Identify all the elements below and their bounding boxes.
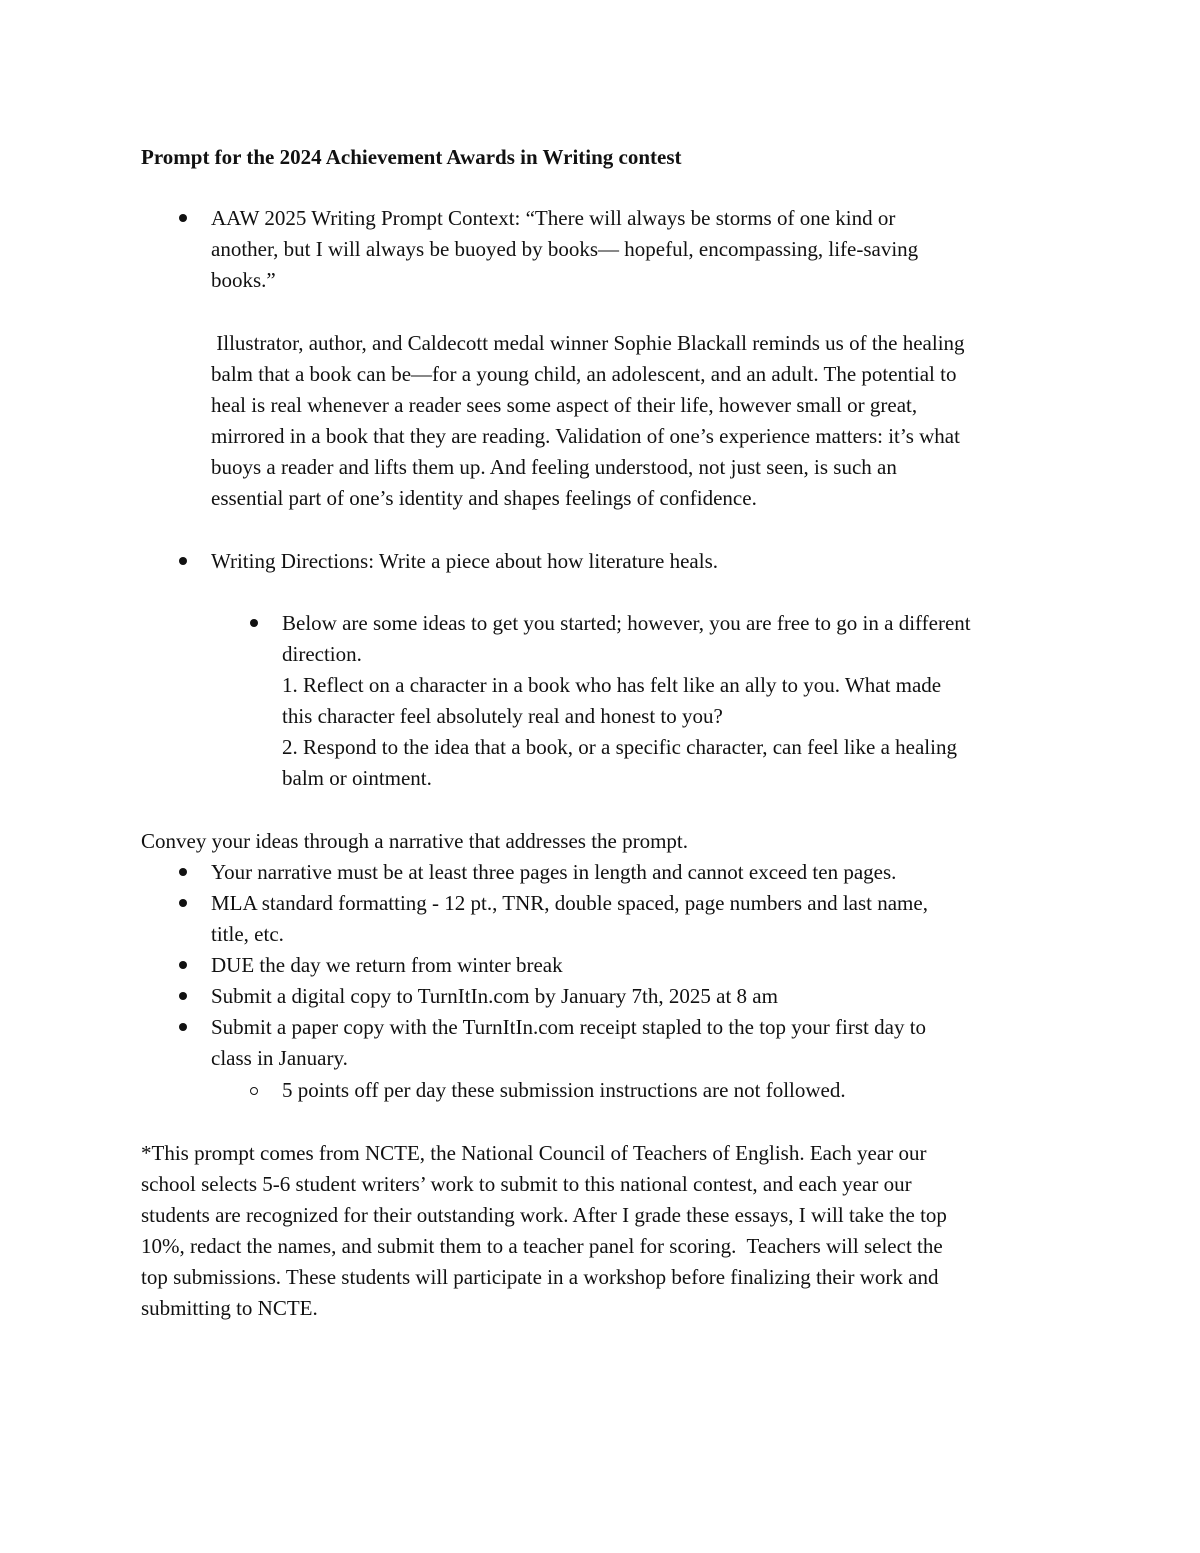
bullet-directions: [179, 557, 187, 565]
requirement-digital: Submit a digital copy to TurnItIn.com by January 7th, 2025 at 8 am: [211, 984, 778, 1008]
bullet-digital: [179, 992, 187, 1000]
requirement-paper-line-1: Submit a paper copy with the TurnItIn.com receipt stapled to the top your first day to: [211, 1015, 927, 1039]
requirement-length: Your narrative must be at least three pages in length and cannot exceed ten pages.: [211, 860, 897, 884]
bullet-due: [179, 961, 187, 969]
writing-directions: Writing Directions: Write a piece about how literature heals.: [211, 549, 718, 573]
bullet-ideas: [250, 619, 258, 627]
paragraph-line-4: mirrored in a book that they are reading. Validation of one’s experience matters: it’s what: [211, 424, 960, 448]
footnote-line-5: top submissions. These students will participate in a workshop before finalizing their work and: [141, 1265, 939, 1289]
paragraph-line-1: Illustrator, author, and Caldecott medal winner Sophie Blackall reminds us of the healing: [211, 331, 965, 355]
requirement-mla-line-2: title, etc.: [211, 922, 284, 946]
requirement-paper-line-2: class in January.: [211, 1046, 348, 1070]
bullet-penalty: [250, 1087, 258, 1095]
bullet-mla: [179, 899, 187, 907]
requirement-due: DUE the day we return from winter break: [211, 953, 563, 977]
document-title: Prompt for the 2024 Achievement Awards in Writing contest: [141, 145, 682, 169]
ideas-line-4: this character feel absolutely real and honest to you?: [282, 704, 723, 728]
bullet-context: [179, 214, 187, 222]
ideas-line-1: Below are some ideas to get you started; however, you are free to go in a different: [282, 611, 971, 635]
paragraph-line-3: heal is real whenever a reader sees some aspect of their life, however small or great,: [211, 393, 918, 417]
context-line-1: AAW 2025 Writing Prompt Context: “There will always be storms of one kind or: [211, 206, 896, 230]
paragraph-line-2: balm that a book can be—for a young child, an adolescent, and an adult. The potential to: [211, 362, 957, 386]
paragraph-line-6: essential part of one’s identity and shapes feelings of confidence.: [211, 486, 757, 510]
footnote-line-3: students are recognized for their outstanding work. After I grade these essays, I will take the top: [141, 1203, 947, 1227]
requirement-penalty: 5 points off per day these submission instructions are not followed.: [282, 1078, 846, 1102]
context-line-3: books.”: [211, 268, 276, 292]
ideas-line-6: balm or ointment.: [282, 766, 432, 790]
footnote-line-6: submitting to NCTE.: [141, 1296, 318, 1320]
convey-instructions: Convey your ideas through a narrative that addresses the prompt.: [141, 829, 689, 853]
bullet-paper: [179, 1023, 187, 1031]
paragraph-line-5: buoys a reader and lifts them up. And feeling understood, not just seen, is such an: [211, 455, 897, 479]
footnote-line-4: 10%, redact the names, and submit them to a teacher panel for scoring. Teachers will select the: [141, 1234, 943, 1258]
ideas-line-5: 2. Respond to the idea that a book, or a specific character, can feel like a healing: [282, 735, 957, 759]
ideas-line-3: 1. Reflect on a character in a book who has felt like an ally to you. What made: [282, 673, 942, 697]
ideas-line-2: direction.: [282, 642, 362, 666]
requirement-mla-line-1: MLA standard formatting - 12 pt., TNR, double spaced, page numbers and last name,: [211, 891, 928, 915]
footnote-line-2: school selects 5-6 student writers’ work to submit to this national contest, and each year our: [141, 1172, 912, 1196]
footnote-line-1: *This prompt comes from NCTE, the National Council of Teachers of English. Each year our: [141, 1141, 927, 1165]
bullet-length: [179, 868, 187, 876]
context-line-2: another, but I will always be buoyed by books— hopeful, encompassing, life-saving: [211, 237, 919, 261]
